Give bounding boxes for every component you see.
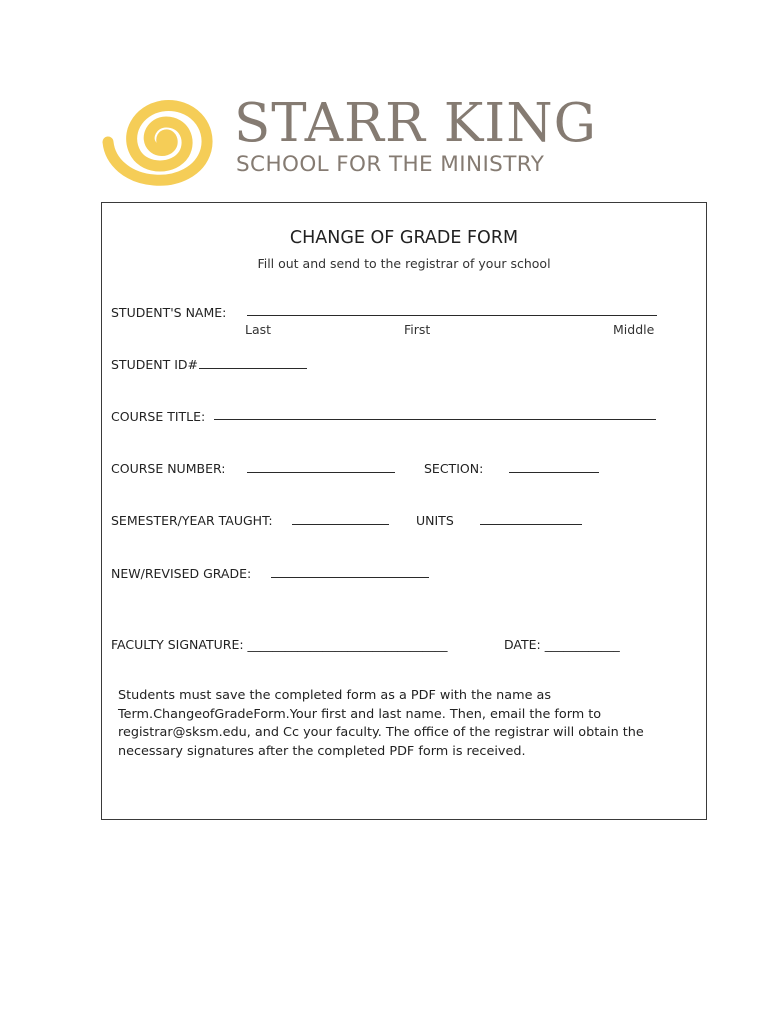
student-name-field[interactable]: [247, 315, 657, 316]
instructions-text: Students must save the completed form as a PDF with the name as Term.ChangeofGradeForm.Your first and last name. Then, email the form to registrar@sksm.edu, and Cc your faculty. The office of the registrar will obtain the necessary signatures after the completed PDF form is received.: [118, 688, 644, 759]
units-field[interactable]: [480, 524, 582, 525]
school-name: STARR KING: [234, 93, 597, 154]
form-subtitle: Fill out and send to the registrar of your school: [257, 256, 551, 271]
middle-name-label: Middle: [613, 322, 655, 337]
course-title-label: COURSE TITLE:: [111, 409, 206, 424]
change-of-grade-form: [101, 202, 707, 820]
new-grade-field[interactable]: [271, 577, 429, 578]
student-name-label: STUDENT'S NAME:: [111, 305, 227, 320]
last-name-label: Last: [245, 322, 272, 337]
semester-year-label: SEMESTER/YEAR TAUGHT:: [111, 513, 273, 528]
course-number-field[interactable]: [247, 472, 395, 473]
school-logo: [100, 92, 710, 188]
section-field[interactable]: [509, 472, 599, 473]
student-id-label: STUDENT ID#: [111, 357, 198, 372]
semester-year-field[interactable]: [292, 524, 389, 525]
course-number-label: COURSE NUMBER:: [111, 461, 226, 476]
faculty-signature-field[interactable]: FACULTY SIGNATURE: ________________________________: [111, 637, 448, 652]
section-label: SECTION:: [424, 461, 484, 476]
school-subtitle: SCHOOL FOR THE MINISTRY: [236, 152, 545, 177]
units-label: UNITS: [416, 513, 454, 528]
student-id-field[interactable]: [199, 368, 307, 369]
first-name-label: First: [404, 322, 431, 337]
new-grade-label: NEW/REVISED GRADE:: [111, 566, 252, 581]
spiral-logo-icon: [100, 92, 222, 186]
form-title: CHANGE OF GRADE FORM: [289, 228, 519, 248]
course-title-field[interactable]: [214, 419, 656, 420]
date-field[interactable]: DATE: ____________: [504, 637, 620, 652]
